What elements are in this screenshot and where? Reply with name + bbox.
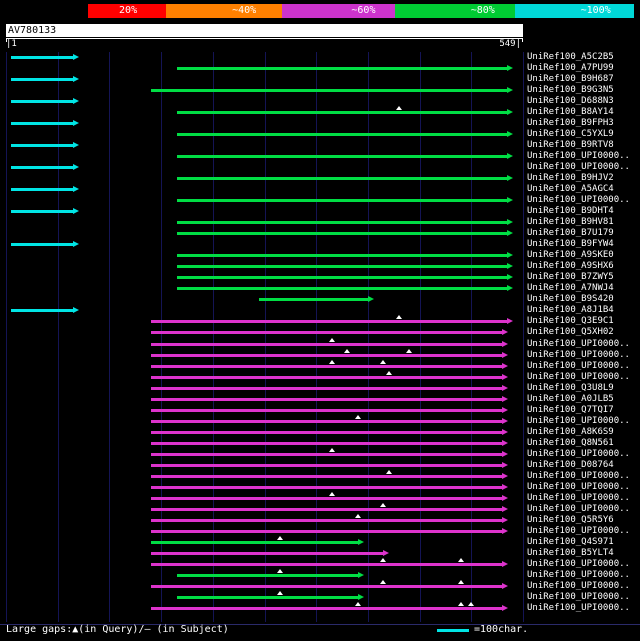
large-gap-marker xyxy=(277,569,283,573)
hit-bar-segment xyxy=(11,100,73,103)
hit-bar-segment xyxy=(151,552,384,555)
hit-bar-segment xyxy=(151,354,503,357)
grid-line xyxy=(58,52,59,622)
alignment-hit-bar[interactable] xyxy=(151,431,503,434)
identity-color-legend xyxy=(6,4,634,18)
legend-label: ~40% xyxy=(232,5,257,16)
alignment-hit-bar[interactable] xyxy=(151,508,503,511)
query-id-bar: AV780133 xyxy=(6,24,523,37)
hit-label[interactable]: UniRef100_UPI0000.. xyxy=(527,570,630,580)
hit-direction-arrow xyxy=(507,87,513,93)
grid-line xyxy=(471,52,472,622)
hit-label[interactable]: UniRef100_UPI0000.. xyxy=(527,449,630,459)
hit-direction-arrow xyxy=(502,440,508,446)
hit-label[interactable]: UniRef100_UPI0000.. xyxy=(527,361,630,371)
hit-direction-arrow xyxy=(507,252,513,258)
hit-direction-arrow xyxy=(502,374,508,380)
hit-direction-arrow xyxy=(502,407,508,413)
hit-direction-arrow xyxy=(507,65,513,71)
alignment-hit-bar[interactable] xyxy=(11,78,73,81)
hit-label[interactable]: UniRef100_UPI0000.. xyxy=(527,581,630,591)
hit-direction-arrow xyxy=(73,98,79,104)
hit-label[interactable]: UniRef100_B9S420 xyxy=(527,294,614,304)
hit-direction-arrow xyxy=(358,539,364,545)
hit-direction-arrow xyxy=(507,109,513,115)
alignment-hit-bar[interactable] xyxy=(151,497,503,500)
hit-label[interactable]: UniRef100_UPI0000.. xyxy=(527,372,630,382)
hit-label[interactable]: UniRef100_B8AY14 xyxy=(527,107,614,117)
hit-direction-arrow xyxy=(502,495,508,501)
hit-direction-arrow xyxy=(507,131,513,137)
hit-bar-segment xyxy=(177,155,508,158)
alignment-hit-bar[interactable] xyxy=(151,563,503,566)
hit-bar-segment xyxy=(151,398,503,401)
hit-bar-segment xyxy=(177,574,358,577)
alignment-hit-bar[interactable] xyxy=(151,343,503,346)
hit-label[interactable]: UniRef100_Q3U8L9 xyxy=(527,383,614,393)
large-gap-marker xyxy=(329,360,335,364)
hit-direction-arrow xyxy=(502,451,508,457)
large-gap-marker xyxy=(380,503,386,507)
hit-bar-segment xyxy=(151,89,508,92)
legend-label: ~80% xyxy=(470,5,495,16)
hit-direction-arrow xyxy=(73,54,79,60)
large-gap-marker xyxy=(458,558,464,562)
large-gap-marker xyxy=(277,536,283,540)
hit-direction-arrow xyxy=(502,352,508,358)
hit-label[interactable]: UniRef100_A5AGC4 xyxy=(527,184,614,194)
hit-direction-arrow xyxy=(73,241,79,247)
large-gap-marker xyxy=(344,349,350,353)
alignment-hit-bar[interactable] xyxy=(11,56,73,59)
hit-label[interactable]: UniRef100_A8K6S9 xyxy=(527,427,614,437)
alignment-hit-bar[interactable] xyxy=(11,210,73,213)
legend-segment xyxy=(166,4,282,18)
hit-bar-segment xyxy=(151,563,503,566)
large-gap-marker xyxy=(329,492,335,496)
hit-direction-arrow xyxy=(507,230,513,236)
hit-label[interactable]: UniRef100_UPI0000.. xyxy=(527,559,630,569)
hit-direction-arrow xyxy=(507,175,513,181)
hit-bar-segment xyxy=(151,409,503,412)
hit-bar-segment xyxy=(151,519,503,522)
hit-bar-segment xyxy=(151,331,503,334)
legend-segment xyxy=(6,4,88,18)
hit-direction-arrow xyxy=(73,142,79,148)
hit-label[interactable]: UniRef100_B9RTV8 xyxy=(527,140,614,150)
hit-direction-arrow xyxy=(502,517,508,523)
large-gap-marker xyxy=(468,602,474,606)
alignment-hit-bar[interactable] xyxy=(177,287,508,290)
hit-bar-segment xyxy=(151,453,503,456)
large-gap-marker xyxy=(458,602,464,606)
alignment-hit-bar[interactable] xyxy=(259,298,368,301)
alignment-hit-bar[interactable] xyxy=(11,166,73,169)
hit-label[interactable]: UniRef100_A7PU99 xyxy=(527,63,614,73)
hit-bar-segment xyxy=(151,475,503,478)
hit-bar-segment xyxy=(11,144,73,147)
hit-label[interactable]: UniRef100_Q7TQI7 xyxy=(527,405,614,415)
alignment-hit-bar[interactable] xyxy=(177,232,508,235)
hit-label[interactable]: UniRef100_Q8N561 xyxy=(527,438,614,448)
hit-label[interactable]: UniRef100_B7U179 xyxy=(527,228,614,238)
scale-key-label: =100char. xyxy=(474,624,529,635)
alignment-hit-bar[interactable] xyxy=(177,254,508,257)
hit-label[interactable]: UniRef100_UPI0000.. xyxy=(527,592,630,602)
alignment-hit-bar[interactable] xyxy=(151,331,503,334)
alignment-hit-bar[interactable] xyxy=(151,541,358,544)
alignment-hit-bar[interactable] xyxy=(151,453,503,456)
grid-line xyxy=(368,52,369,622)
scale-key-bar xyxy=(437,629,469,632)
hit-bar-segment xyxy=(151,585,503,588)
hit-bar-segment xyxy=(151,431,503,434)
alignment-hit-bar[interactable] xyxy=(151,442,503,445)
alignment-plot xyxy=(6,52,523,622)
hit-bar-segment xyxy=(177,221,508,224)
large-gap-marker xyxy=(386,470,392,474)
hit-bar-segment xyxy=(177,596,358,599)
alignment-hit-bar[interactable] xyxy=(151,365,503,368)
large-gap-marker xyxy=(396,315,402,319)
large-gap-marker xyxy=(329,338,335,342)
hit-label[interactable]: UniRef100_D688N3 xyxy=(527,96,614,106)
hit-label[interactable]: UniRef100_UPI0000.. xyxy=(527,482,630,492)
hit-label[interactable]: UniRef100_B9HV81 xyxy=(527,217,614,227)
hit-direction-arrow xyxy=(73,164,79,170)
hit-bar-segment xyxy=(259,298,368,301)
hit-bar-segment xyxy=(151,486,503,489)
alignment-hit-bar[interactable] xyxy=(177,221,508,224)
hit-bar-segment xyxy=(177,67,508,70)
hit-direction-arrow xyxy=(73,307,79,313)
hit-direction-arrow xyxy=(507,219,513,225)
hit-bar-segment xyxy=(11,78,73,81)
hit-bar-segment xyxy=(177,265,508,268)
alignment-hit-bar[interactable] xyxy=(151,530,503,533)
hit-label[interactable]: UniRef100_B7ZWY5 xyxy=(527,272,614,282)
hit-direction-arrow xyxy=(507,274,513,280)
hit-label[interactable]: UniRef100_UPI0000.. xyxy=(527,416,630,426)
hit-direction-arrow xyxy=(502,429,508,435)
hit-direction-arrow xyxy=(507,263,513,269)
hit-bar-segment xyxy=(11,210,73,213)
large-gap-marker xyxy=(277,591,283,595)
hit-bar-segment xyxy=(151,607,503,610)
hit-bar-segment xyxy=(11,166,73,169)
alignment-hit-bar[interactable] xyxy=(177,67,508,70)
hit-direction-arrow xyxy=(358,572,364,578)
alignment-hit-bar[interactable] xyxy=(177,133,508,136)
hit-label[interactable]: UniRef100_A5C2B5 xyxy=(527,52,614,62)
hit-label[interactable]: UniRef100_A7NWJ4 xyxy=(527,283,614,293)
alignment-hit-bar[interactable] xyxy=(11,188,73,191)
hit-bar-segment xyxy=(177,199,508,202)
hit-label[interactable]: UniRef100_UPI0000.. xyxy=(527,151,630,161)
hit-bar-segment xyxy=(151,508,503,511)
scale-start-label: |1 xyxy=(6,39,17,49)
alignment-hit-bar[interactable] xyxy=(151,89,508,92)
hit-direction-arrow xyxy=(502,385,508,391)
alignment-hit-bar[interactable] xyxy=(151,376,503,379)
hit-bar-segment xyxy=(177,287,508,290)
large-gap-marker xyxy=(458,580,464,584)
grid-line xyxy=(523,52,524,622)
alignment-hit-bar[interactable] xyxy=(177,177,508,180)
hit-label[interactable]: UniRef100_UPI0000.. xyxy=(527,493,630,503)
hit-bar-segment xyxy=(11,188,73,191)
large-gap-marker xyxy=(355,514,361,518)
large-gap-marker xyxy=(355,415,361,419)
hit-label[interactable]: UniRef100_A9SKE0 xyxy=(527,250,614,260)
hit-bar-segment xyxy=(177,177,508,180)
hit-label[interactable]: UniRef100_B9G3N5 xyxy=(527,85,614,95)
alignment-hit-bar[interactable] xyxy=(151,398,503,401)
hit-bar-segment xyxy=(177,111,508,114)
alignment-hit-bar[interactable] xyxy=(177,574,358,577)
hit-label[interactable]: UniRef100_UPI0000.. xyxy=(527,162,630,172)
hit-label[interactable]: UniRef100_UPI0000.. xyxy=(527,195,630,205)
alignment-hit-bar[interactable] xyxy=(177,111,508,114)
hit-label[interactable]: UniRef100_UPI0000.. xyxy=(527,350,630,360)
hit-label[interactable]: UniRef100_UPI0000.. xyxy=(527,526,630,536)
hit-direction-arrow xyxy=(502,583,508,589)
hit-bar-segment xyxy=(151,442,503,445)
alignment-hit-bar[interactable] xyxy=(151,486,503,489)
hit-bar-segment xyxy=(11,309,73,312)
alignment-hit-bar[interactable] xyxy=(177,276,508,279)
hit-bar-segment xyxy=(151,365,503,368)
hit-direction-arrow xyxy=(507,318,513,324)
hit-direction-arrow xyxy=(502,329,508,335)
hit-bar-segment xyxy=(11,243,73,246)
large-gap-marker xyxy=(386,371,392,375)
hit-bar-segment xyxy=(11,56,73,59)
hit-bar-segment xyxy=(151,420,503,423)
alignment-hit-bar[interactable] xyxy=(11,122,73,125)
hit-label[interactable]: UniRef100_UPI0000.. xyxy=(527,603,630,613)
alignment-hit-bar[interactable] xyxy=(151,387,503,390)
hit-bar-segment xyxy=(151,320,508,323)
scale-end-label: 549| xyxy=(499,39,521,49)
large-gaps-note: Large gaps:▲(in Query)/– (in Subject) xyxy=(6,624,229,635)
legend-segment xyxy=(282,4,395,18)
hit-label[interactable]: UniRef100_A9SHX6 xyxy=(527,261,614,271)
alignment-hit-bar[interactable] xyxy=(11,309,73,312)
legend-label: ~100% xyxy=(580,5,611,16)
hit-direction-arrow xyxy=(502,506,508,512)
grid-line xyxy=(420,52,421,622)
hit-label[interactable]: UniRef100_B9FPH3 xyxy=(527,118,614,128)
legend-segment xyxy=(515,4,634,18)
hit-direction-arrow xyxy=(502,561,508,567)
alignment-hit-bar[interactable] xyxy=(177,155,508,158)
hit-label[interactable]: UniRef100_A0JLB5 xyxy=(527,394,614,404)
hit-direction-arrow xyxy=(73,120,79,126)
grid-line xyxy=(161,52,162,622)
hit-direction-arrow xyxy=(502,473,508,479)
hit-label[interactable]: UniRef100_B9HJV2 xyxy=(527,173,614,183)
alignment-hit-bar[interactable] xyxy=(151,607,503,610)
hit-direction-arrow xyxy=(73,186,79,192)
hit-direction-arrow xyxy=(368,296,374,302)
hit-bar-segment xyxy=(177,232,508,235)
hit-direction-arrow xyxy=(502,418,508,424)
hit-direction-arrow xyxy=(383,550,389,556)
large-gap-marker xyxy=(380,360,386,364)
hit-direction-arrow xyxy=(73,76,79,82)
hit-direction-arrow xyxy=(502,462,508,468)
large-gap-marker xyxy=(406,349,412,353)
alignment-hit-bar[interactable] xyxy=(151,420,503,423)
hit-direction-arrow xyxy=(502,363,508,369)
hit-direction-arrow xyxy=(502,484,508,490)
alignment-hit-bar[interactable] xyxy=(151,585,503,588)
alignment-hit-bar[interactable] xyxy=(151,475,503,478)
alignment-hit-bar[interactable] xyxy=(177,596,358,599)
hit-bar-segment xyxy=(177,254,508,257)
large-gap-marker xyxy=(329,448,335,452)
alignment-hit-bar[interactable] xyxy=(177,199,508,202)
large-gap-marker xyxy=(380,580,386,584)
large-gap-marker xyxy=(355,602,361,606)
hit-direction-arrow xyxy=(502,605,508,611)
hit-bar-segment xyxy=(11,122,73,125)
hit-direction-arrow xyxy=(502,396,508,402)
alignment-hit-bar[interactable] xyxy=(151,354,503,357)
grid-line xyxy=(213,52,214,622)
alignment-hit-bar[interactable] xyxy=(11,243,73,246)
query-scale xyxy=(6,39,523,50)
hit-direction-arrow xyxy=(502,528,508,534)
hit-label[interactable]: UniRef100_Q4S971 xyxy=(527,537,614,547)
alignment-hit-bar[interactable] xyxy=(151,464,503,467)
hit-direction-arrow xyxy=(502,341,508,347)
hit-direction-arrow xyxy=(507,285,513,291)
hit-label[interactable]: UniRef100_A8J1B4 xyxy=(527,305,614,315)
alignment-hit-bar[interactable] xyxy=(151,519,503,522)
grid-line xyxy=(316,52,317,622)
hit-bar-segment xyxy=(177,276,508,279)
alignment-hit-bar[interactable] xyxy=(151,409,503,412)
legend-label: 20% xyxy=(119,5,138,16)
hit-label[interactable]: UniRef100_B9H687 xyxy=(527,74,614,84)
hit-bar-segment xyxy=(151,343,503,346)
legend-label: ~60% xyxy=(351,5,376,16)
legend-segment xyxy=(395,4,514,18)
hit-direction-arrow xyxy=(507,197,513,203)
hit-direction-arrow xyxy=(507,153,513,159)
hit-label[interactable]: UniRef100_C5YXL9 xyxy=(527,129,614,139)
hit-label[interactable]: UniRef100_B9DHT4 xyxy=(527,206,614,216)
hit-label[interactable]: UniRef100_B9FYW4 xyxy=(527,239,614,249)
large-gap-marker xyxy=(396,106,402,110)
hit-bar-segment xyxy=(151,464,503,467)
hit-bar-segment xyxy=(177,133,508,136)
grid-line xyxy=(6,52,7,622)
grid-line xyxy=(265,52,266,622)
hit-label-column xyxy=(527,52,640,622)
alignment-hit-bar[interactable] xyxy=(151,552,384,555)
alignment-hit-bar[interactable] xyxy=(177,265,508,268)
hit-bar-segment xyxy=(151,541,358,544)
hit-label[interactable]: UniRef100_Q5R5Y6 xyxy=(527,515,614,525)
hit-label[interactable]: UniRef100_B5YLT4 xyxy=(527,548,614,558)
hit-bar-segment xyxy=(151,376,503,379)
large-gap-marker xyxy=(380,558,386,562)
hit-label[interactable]: UniRef100_UPI0000.. xyxy=(527,339,630,349)
hit-direction-arrow xyxy=(73,208,79,214)
alignment-hit-bar[interactable] xyxy=(151,320,508,323)
hit-label[interactable]: UniRef100_Q5XH02 xyxy=(527,327,614,337)
hit-bar-segment xyxy=(151,497,503,500)
alignment-hit-bar[interactable] xyxy=(11,144,73,147)
hit-label[interactable]: UniRef100_UPI0000.. xyxy=(527,471,630,481)
hit-bar-segment xyxy=(151,387,503,390)
hit-bar-segment xyxy=(151,530,503,533)
grid-line xyxy=(109,52,110,622)
alignment-hit-bar[interactable] xyxy=(11,100,73,103)
hit-label[interactable]: UniRef100_UPI0000.. xyxy=(527,504,630,514)
hit-label[interactable]: UniRef100_D08764 xyxy=(527,460,614,470)
hit-label[interactable]: UniRef100_Q3E9C1 xyxy=(527,316,614,326)
hit-direction-arrow xyxy=(358,594,364,600)
